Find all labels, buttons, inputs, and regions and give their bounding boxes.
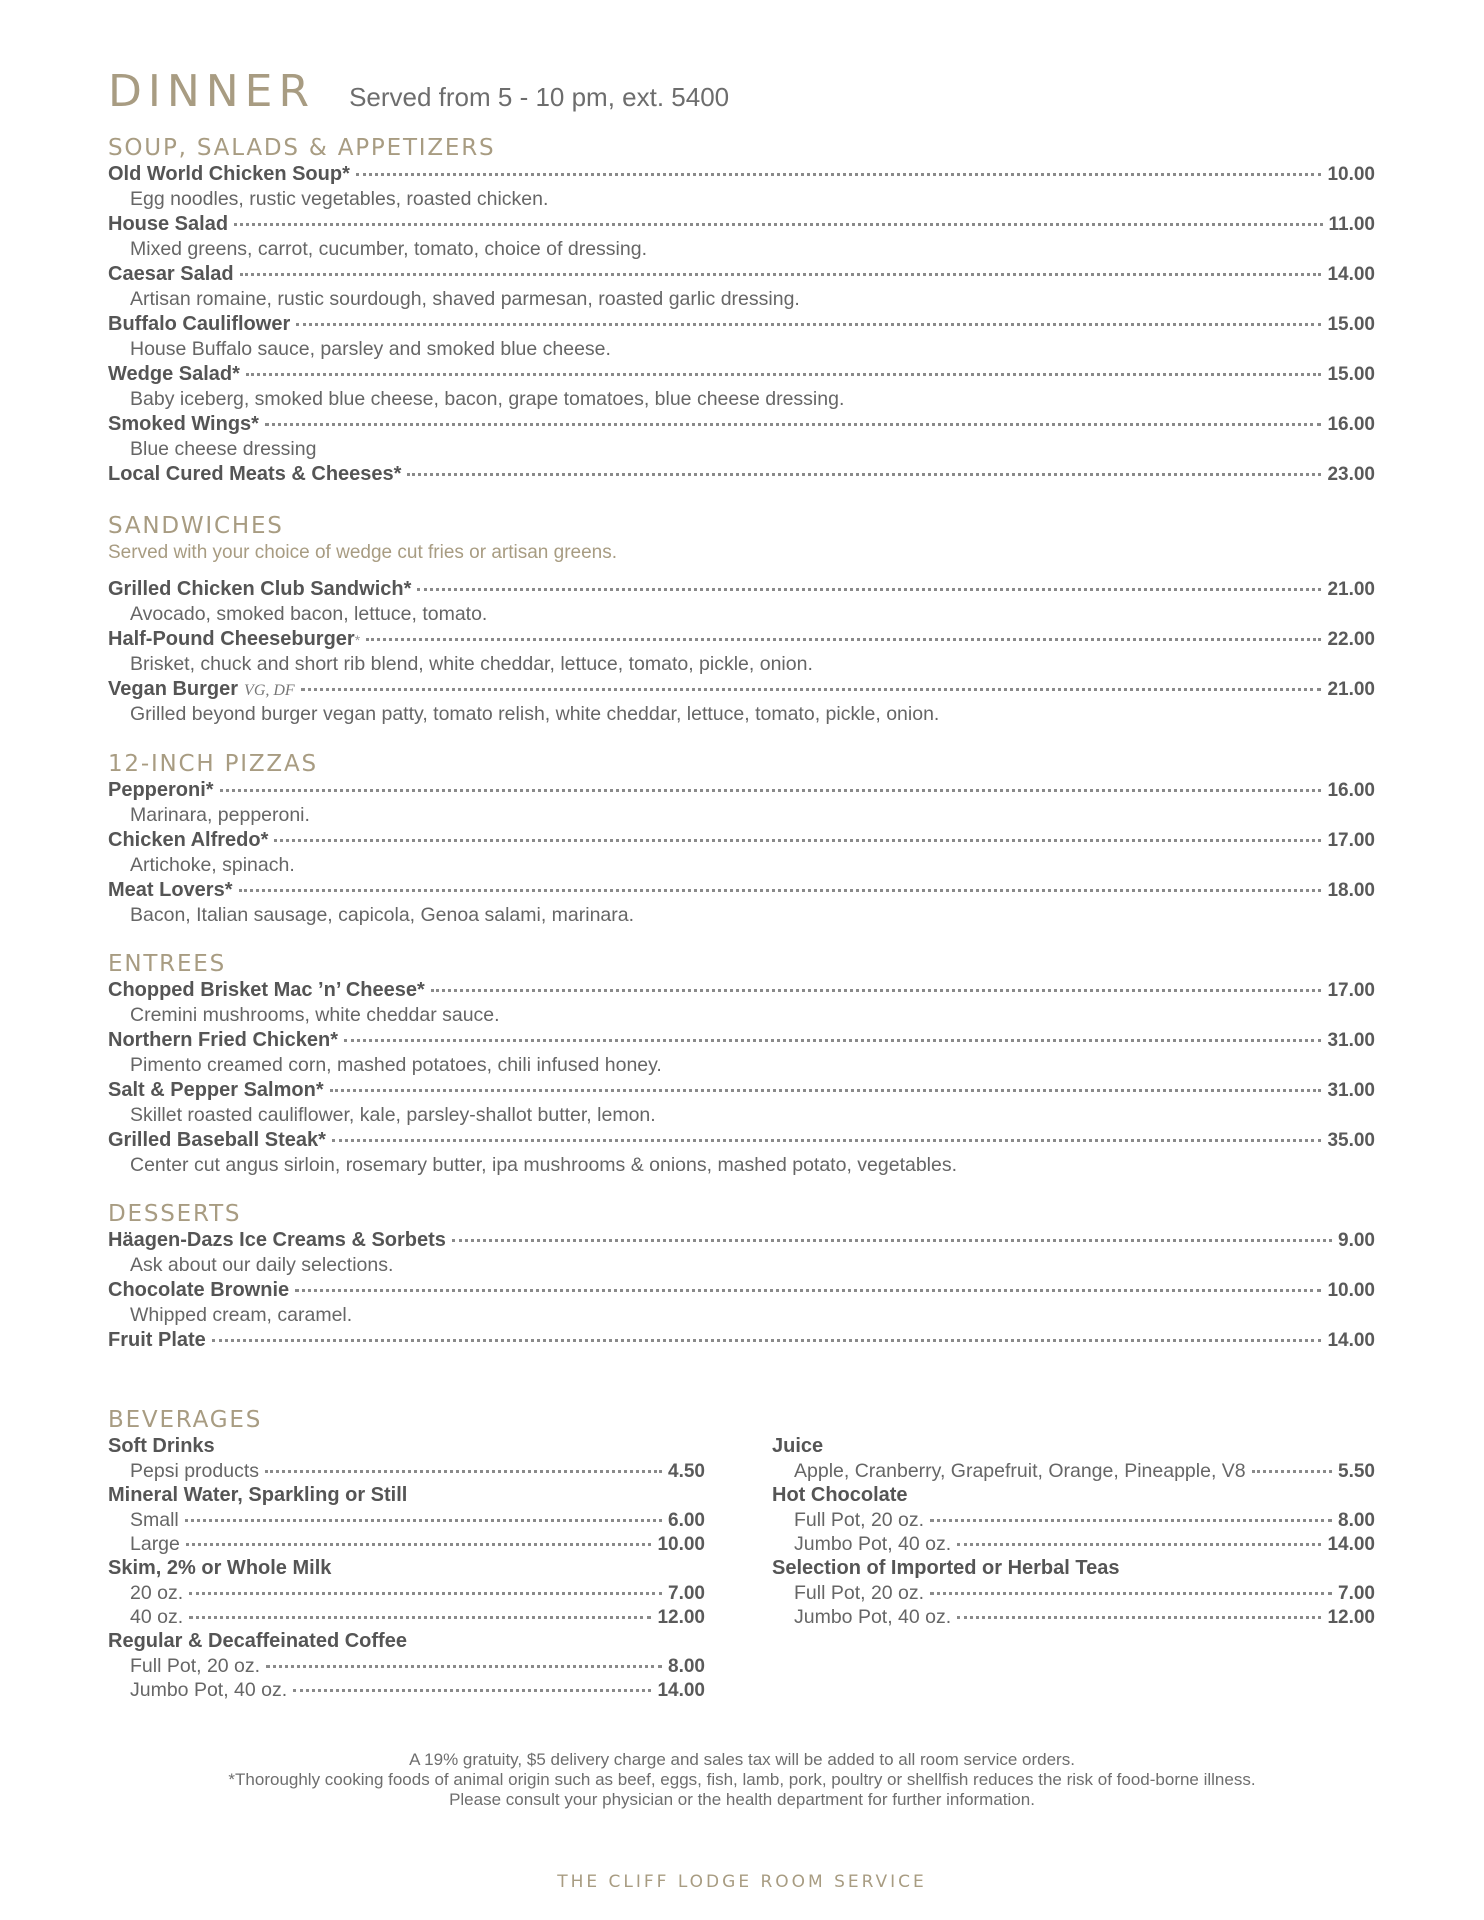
- item-name: Old World Chicken Soup*: [108, 163, 350, 185]
- dot-leader: [189, 1592, 662, 1595]
- beverage-price: 12.00: [1327, 1607, 1375, 1628]
- beverage-group: [772, 1556, 1375, 1629]
- item-price: 15.00: [1327, 364, 1375, 385]
- item-price: 22.00: [1327, 629, 1375, 650]
- dot-leader: [265, 423, 1321, 426]
- item-description: Whipped cream, caramel.: [130, 1304, 353, 1326]
- menu-item: [108, 627, 1375, 677]
- beverage-price: 10.00: [657, 1534, 705, 1555]
- dot-leader: [301, 688, 1322, 691]
- menu-item: [108, 1028, 1375, 1078]
- menu-item: [108, 262, 1375, 312]
- beverage-option: Jumbo Pot, 40 oz.: [794, 1606, 952, 1628]
- beverage-option: Full Pot, 20 oz.: [794, 1582, 925, 1604]
- beverages-right-column: [772, 1434, 1375, 1629]
- menu-item: [108, 412, 1375, 462]
- section-title: DESSERTS: [108, 1201, 242, 1227]
- item-description: Pimento creamed corn, mashed potatoes, chili infused honey.: [130, 1054, 662, 1076]
- beverage-option: Small: [130, 1509, 179, 1531]
- footer-notes: [0, 1750, 1484, 1810]
- dot-leader: [234, 223, 1322, 226]
- section-title: BEVERAGES: [108, 1407, 263, 1433]
- beverage-price: 4.50: [668, 1461, 705, 1482]
- dot-leader: [189, 1616, 651, 1619]
- dot-leader: [417, 588, 1321, 591]
- item-price: 16.00: [1327, 414, 1375, 435]
- item-description: Baby iceberg, smoked blue cheese, bacon, grape tomatoes, blue cheese dressing.: [130, 388, 845, 410]
- dot-leader: [930, 1592, 1332, 1595]
- item-description: Bacon, Italian sausage, capicola, Genoa salami, marinara.: [130, 904, 635, 926]
- beverages-left-column: [108, 1434, 705, 1702]
- menu-item: [108, 778, 1375, 828]
- beverage-price: 8.00: [1338, 1510, 1375, 1531]
- dot-leader: [240, 273, 1322, 276]
- menu-item: [108, 362, 1375, 412]
- item-price: 10.00: [1327, 1280, 1375, 1301]
- menu-item: [108, 978, 1375, 1028]
- item-price: 16.00: [1327, 780, 1375, 801]
- item-description: Egg noodles, rustic vegetables, roasted chicken.: [130, 188, 549, 210]
- item-price: 21.00: [1327, 579, 1375, 600]
- beverage-option: Jumbo Pot, 40 oz.: [130, 1679, 288, 1701]
- item-price: 21.00: [1327, 679, 1375, 700]
- beverage-price: 7.00: [668, 1583, 705, 1604]
- menu-item: [108, 828, 1375, 878]
- dot-leader: [293, 1689, 651, 1692]
- section-beverages: [108, 1406, 1375, 1701]
- beverage-group-title: Hot Chocolate: [772, 1484, 908, 1506]
- beverage-option: Apple, Cranberry, Grapefruit, Orange, Pineapple, V8: [794, 1460, 1246, 1482]
- section-entrees: [108, 950, 1375, 1178]
- menu-item: [108, 312, 1375, 362]
- beverage-price: 14.00: [657, 1680, 705, 1701]
- item-name: Caesar Salad: [108, 263, 234, 285]
- item-name-text: Half-Pound Cheeseburger: [108, 628, 355, 650]
- item-name: Northern Fried Chicken*: [108, 1029, 339, 1051]
- item-name: Chocolate Brownie: [108, 1279, 290, 1301]
- item-name: Fruit Plate: [108, 1329, 206, 1351]
- item-name: Buffalo Cauliflower: [108, 313, 291, 335]
- dot-leader: [266, 1665, 662, 1668]
- dot-leader: [344, 1039, 1321, 1042]
- dot-leader: [930, 1519, 1332, 1522]
- beverage-option: 40 oz.: [130, 1606, 184, 1628]
- item-description: House Buffalo sauce, parsley and smoked blue cheese.: [130, 338, 611, 360]
- beverage-price: 6.00: [668, 1510, 705, 1531]
- dot-leader: [185, 1519, 662, 1522]
- menu-item: [108, 462, 1375, 487]
- beverage-option: Pepsi products: [130, 1460, 259, 1482]
- beverage-option: 20 oz.: [130, 1582, 184, 1604]
- item-name: Local Cured Meats & Cheeses*: [108, 463, 402, 485]
- dot-leader: [452, 1239, 1332, 1242]
- beverage-group: [108, 1629, 705, 1702]
- item-name: Häagen-Dazs Ice Creams & Sorbets: [108, 1229, 446, 1251]
- item-description: Artichoke, spinach.: [130, 854, 295, 876]
- item-name: Wedge Salad*: [108, 363, 240, 385]
- allergen-mark: *: [354, 632, 361, 648]
- section-title: SOUP, SALADS & APPETIZERS: [108, 135, 496, 161]
- beverage-option: Full Pot, 20 oz.: [794, 1509, 925, 1531]
- diet-tag: VG, DF: [244, 682, 295, 699]
- dot-leader: [220, 789, 1322, 792]
- food-safety-note: *Thoroughly cooking foods of animal origin such as beef, eggs, fish, lamb, pork, poultry or shellfish reduces the risk of food-borne illness.: [228, 1770, 1256, 1789]
- beverage-price: 7.00: [1338, 1583, 1375, 1604]
- item-name: Grilled Chicken Club Sandwich*: [108, 578, 412, 600]
- section-sandwiches: [108, 512, 1375, 727]
- menu-item: [108, 1228, 1375, 1278]
- beverage-group-title: Juice: [772, 1435, 824, 1457]
- menu-item: [108, 162, 1375, 212]
- item-name: Chicken Alfredo*: [108, 829, 269, 851]
- menu-item: [108, 1078, 1375, 1128]
- dot-leader: [366, 638, 1321, 641]
- beverage-option: Full Pot, 20 oz.: [130, 1655, 261, 1677]
- item-price: 35.00: [1327, 1130, 1375, 1151]
- dot-leader: [1252, 1470, 1332, 1473]
- consult-note: Please consult your physician or the health department for further information.: [449, 1790, 1035, 1809]
- section-appetizers: [108, 134, 1375, 487]
- service-hours: Served from 5 - 10 pm, ext. 5400: [349, 82, 730, 112]
- menu-item: [108, 878, 1375, 928]
- menu-header: [108, 66, 729, 117]
- item-price: 23.00: [1327, 464, 1375, 485]
- item-name: [108, 627, 360, 653]
- beverage-group-title: Soft Drinks: [108, 1435, 215, 1457]
- dot-leader: [246, 373, 1322, 376]
- section-desserts: [108, 1200, 1375, 1353]
- item-name: Grilled Baseball Steak*: [108, 1129, 326, 1151]
- dot-leader: [957, 1543, 1321, 1546]
- item-name: Chopped Brisket Mac ’n’ Cheese*: [108, 979, 425, 1001]
- beverage-price: 8.00: [668, 1656, 705, 1677]
- item-description: Marinara, pepperoni.: [130, 804, 310, 826]
- beverage-group-title: Selection of Imported or Herbal Teas: [772, 1557, 1120, 1579]
- item-price: 9.00: [1338, 1230, 1375, 1251]
- item-name: Salt & Pepper Salmon*: [108, 1079, 324, 1101]
- page-title: DINNER: [108, 66, 316, 117]
- dot-leader: [957, 1616, 1321, 1619]
- dot-leader: [296, 323, 1321, 326]
- section-title: 12-INCH PIZZAS: [108, 751, 318, 777]
- item-description: Skillet roasted cauliflower, kale, parsley-shallot butter, lemon.: [130, 1104, 656, 1126]
- beverage-price: 12.00: [657, 1607, 705, 1628]
- item-description: Center cut angus sirloin, rosemary butter, ipa mushrooms & onions, mashed potato, vegetables.: [130, 1154, 958, 1176]
- item-price: 11.00: [1328, 214, 1375, 235]
- beverage-price: 14.00: [1327, 1534, 1375, 1555]
- dot-leader: [332, 1139, 1322, 1142]
- item-price: 18.00: [1327, 880, 1375, 901]
- beverage-group: [772, 1483, 1375, 1556]
- item-name: Pepperoni*: [108, 779, 214, 801]
- item-price: 17.00: [1327, 830, 1375, 851]
- beverage-group: [108, 1483, 705, 1556]
- item-description: Artisan romaine, rustic sourdough, shaved parmesan, roasted garlic dressing.: [130, 288, 800, 310]
- menu-item: [108, 1328, 1375, 1353]
- item-name: House Salad: [108, 213, 229, 235]
- item-description: Grilled beyond burger vegan patty, tomato relish, white cheddar, lettuce, tomato, pickle, onion.: [130, 703, 940, 725]
- item-name-text: Vegan Burger: [108, 678, 239, 700]
- section-title: SANDWICHES: [108, 513, 284, 539]
- dot-leader: [356, 173, 1322, 176]
- item-price: 31.00: [1327, 1080, 1375, 1101]
- dot-leader: [407, 473, 1321, 476]
- item-description: Mixed greens, carrot, cucumber, tomato, choice of dressing.: [130, 238, 647, 260]
- dot-leader: [186, 1543, 652, 1546]
- beverage-group-title: Mineral Water, Sparkling or Still: [108, 1484, 408, 1506]
- gratuity-note: A 19% gratuity, $5 delivery charge and sales tax will be added to all room service orders.: [409, 1750, 1075, 1769]
- dot-leader: [239, 889, 1322, 892]
- beverage-group: [772, 1434, 1375, 1483]
- beverage-group: [108, 1434, 705, 1483]
- item-description: Cremini mushrooms, white cheddar sauce.: [130, 1004, 500, 1026]
- dot-leader: [274, 839, 1321, 842]
- menu-item: [108, 577, 1375, 627]
- item-price: 15.00: [1327, 314, 1375, 335]
- dot-leader: [330, 1089, 1322, 1092]
- menu-item: [108, 212, 1375, 262]
- item-description: Ask about our daily selections.: [130, 1254, 394, 1276]
- item-description: Blue cheese dressing: [130, 438, 317, 460]
- brand-footer: THE CLIFF LODGE ROOM SERVICE: [557, 1872, 927, 1892]
- item-description: Avocado, smoked bacon, lettuce, tomato.: [130, 603, 488, 625]
- item-price: 10.00: [1327, 164, 1375, 185]
- item-name: Smoked Wings*: [108, 413, 259, 435]
- menu-item: [108, 1128, 1375, 1178]
- menu-item: [108, 1278, 1375, 1328]
- beverage-group-title: Regular & Decaffeinated Coffee: [108, 1630, 407, 1652]
- section-title: ENTREES: [108, 951, 227, 977]
- beverage-option: Large: [130, 1533, 180, 1555]
- item-price: 14.00: [1327, 1330, 1375, 1351]
- beverage-option: Jumbo Pot, 40 oz.: [794, 1533, 952, 1555]
- dot-leader: [431, 989, 1322, 992]
- section-pizzas: [108, 750, 1375, 928]
- menu-item: [108, 677, 1375, 727]
- item-description: Brisket, chuck and short rib blend, white cheddar, lettuce, tomato, pickle, onion.: [130, 653, 813, 675]
- dot-leader: [295, 1289, 1321, 1292]
- beverage-group: [108, 1556, 705, 1629]
- dot-leader: [212, 1339, 1322, 1342]
- item-price: 14.00: [1327, 264, 1375, 285]
- beverage-price: 5.50: [1338, 1461, 1375, 1482]
- item-name: Meat Lovers*: [108, 879, 233, 901]
- beverage-group-title: Skim, 2% or Whole Milk: [108, 1557, 332, 1579]
- item-name: [108, 677, 295, 703]
- item-price: 31.00: [1327, 1030, 1375, 1051]
- item-price: 17.00: [1327, 980, 1375, 1001]
- dot-leader: [265, 1470, 662, 1473]
- section-note: Served with your choice of wedge cut fries or artisan greens.: [108, 542, 618, 563]
